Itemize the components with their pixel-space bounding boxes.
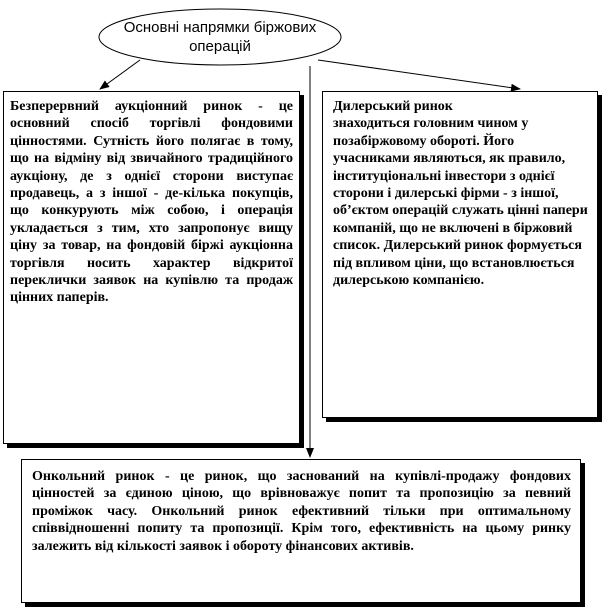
arrow-to-right-box bbox=[318, 60, 520, 89]
continuous-auction-market-description bbox=[10, 98, 293, 307]
continuous-auction-market-box bbox=[3, 91, 300, 444]
dealer-market-term: Дилерський ринок bbox=[333, 99, 453, 114]
call-market-text: - це ринок, що заснований на купівлі-продажу фондових цінностей за єдиною ціною, що врівноважує попит та пропозицію за певний проміжок часу. Онкольний ринок ефективний тільки при оптимальному співвідношенні попиту та пропозиції. Крім того, ефективність на цьому ринку залежить від кількості заявок і обороту фінансових активів. bbox=[32, 469, 571, 554]
continuous-auction-market-text: - це основний спосіб торгівлі фондовими цінностями. Сутність його полягає в тому, що на відміну від звичайного традиційного аукціону, де з однієї сторони виступає продавець, а з іншої - де-кілька покупців, що конкурують між собою, і операція укладається з тим, хто запропонує вищу ціну за товар, на фондовій біржі аукціонна торгівля носить характер відкритої переклички заявок на купівлю та продаж цінних паперів. bbox=[10, 99, 293, 306]
continuous-auction-market-term: Безперервний аукціонний ринок bbox=[10, 99, 243, 114]
call-market-description bbox=[32, 468, 571, 555]
call-market-term: Онкольний ринок bbox=[32, 469, 155, 484]
call-market-box bbox=[21, 459, 581, 603]
dealer-market-text: знаходиться головним чином у позабіржовому обороті. Його учасниками являються, як правило, інституціональні інвестори з однієї сторони і дилерські фірми - з іншої, об’єктом операцій служать цінні папери компаній, що не включені в біржовий список. Дилерський ринок формується під впливом ціни, що встановлюється дилерською компанією. bbox=[333, 116, 588, 289]
dealer-market-box bbox=[322, 91, 598, 418]
diagram-title bbox=[98, 8, 342, 66]
diagram-title-line1: Основні напрямки біржових bbox=[123, 19, 317, 36]
diagram-title-line2: операцій bbox=[189, 38, 251, 55]
